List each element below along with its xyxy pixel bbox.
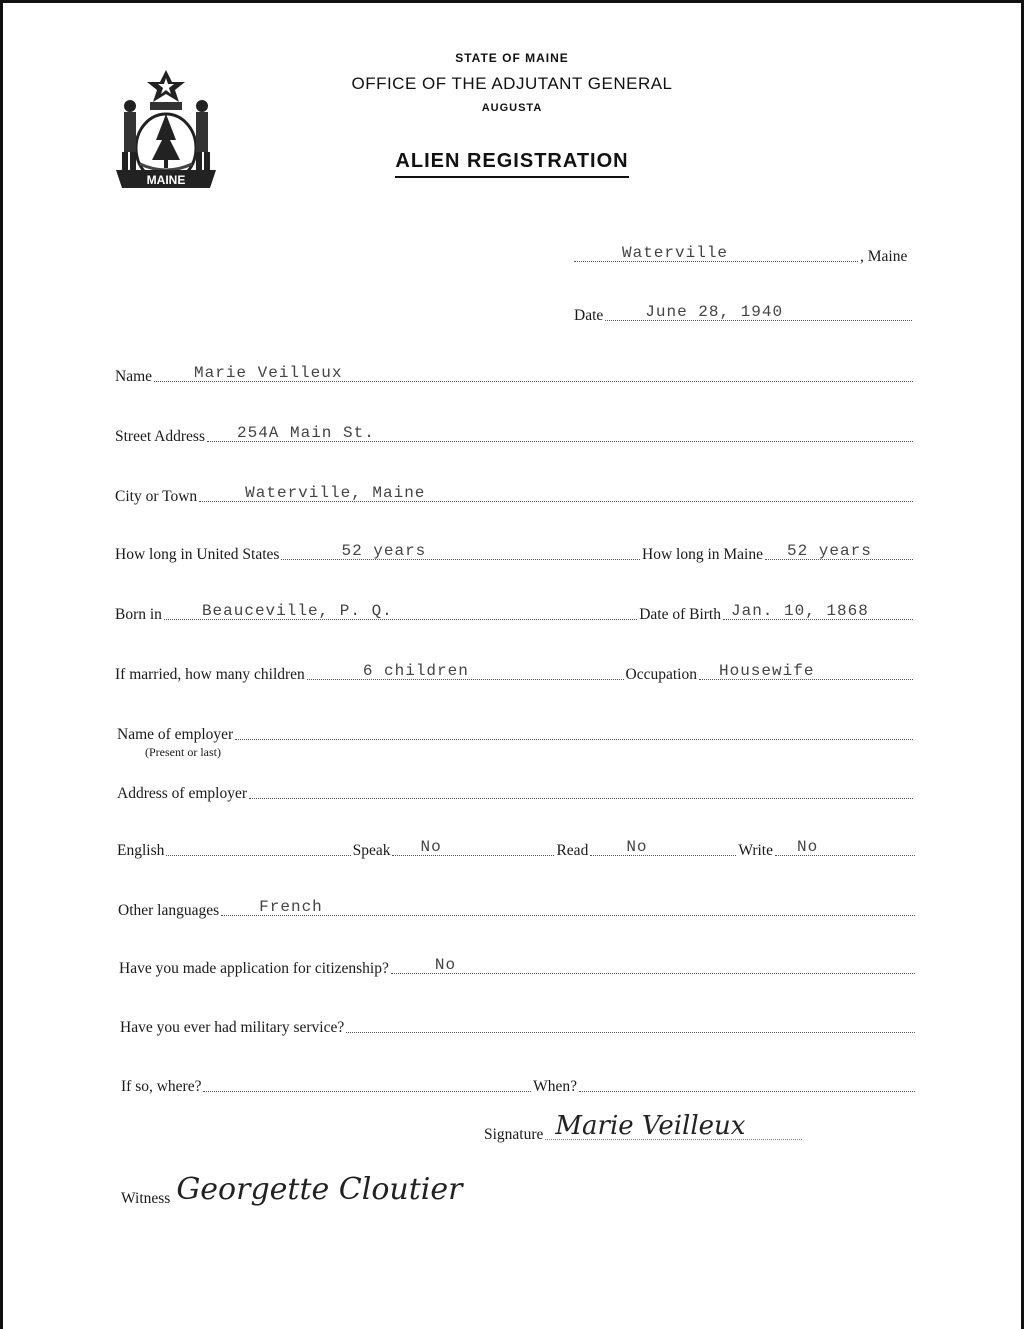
family-row xyxy=(115,662,915,684)
speak-value: No xyxy=(420,838,442,856)
office-heading: OFFICE OF THE ADJUTANT GENERAL xyxy=(351,74,673,93)
occupation-field[interactable] xyxy=(699,662,913,680)
city-field[interactable] xyxy=(199,484,913,502)
street-row xyxy=(115,424,915,446)
how-long-us-value: 52 years xyxy=(341,542,427,560)
military-label: Have you ever had military service? xyxy=(120,1019,345,1036)
birth-row xyxy=(115,602,915,624)
citizenship-value: No xyxy=(434,956,457,974)
dob-value: Jan. 10, 1868 xyxy=(731,602,869,620)
street-label: Street Address xyxy=(115,428,205,445)
how-long-us-label: How long in United States xyxy=(115,546,280,563)
read-value: No xyxy=(626,838,648,856)
residency-row xyxy=(115,542,915,564)
street-value: 254A Main St. xyxy=(236,424,375,442)
signature-row xyxy=(484,1111,804,1144)
witness-field[interactable] xyxy=(172,1172,519,1207)
other-languages-field[interactable] xyxy=(221,898,915,916)
employer-name-label: Name of employer xyxy=(117,726,234,743)
city-label: City or Town xyxy=(115,488,198,505)
born-in-label: Born in xyxy=(115,606,162,623)
location-value: Waterville xyxy=(622,244,729,262)
citizenship-label: Have you made application for citizenship? xyxy=(119,960,389,977)
children-field[interactable] xyxy=(307,662,624,680)
children-value: 6 children xyxy=(362,662,469,680)
employer-address-field[interactable] xyxy=(249,798,913,799)
english-field[interactable] xyxy=(166,855,350,856)
name-row xyxy=(115,364,915,386)
born-in-value: Beauceville, P. Q. xyxy=(201,602,393,620)
where-label: If so, where? xyxy=(121,1078,202,1095)
military-row xyxy=(120,1019,917,1037)
where-field[interactable] xyxy=(203,1091,531,1092)
name-label: Name xyxy=(115,368,153,385)
speak-field[interactable] xyxy=(392,838,554,856)
how-long-maine-field[interactable] xyxy=(765,542,913,560)
signature-field[interactable] xyxy=(545,1111,802,1141)
dob-label: Date of Birth xyxy=(639,606,721,623)
write-value: No xyxy=(797,838,819,856)
children-label: If married, how many children xyxy=(115,666,305,683)
english-label: English xyxy=(117,842,165,859)
location-suffix: , Maine xyxy=(860,248,908,265)
city-value: Waterville, Maine xyxy=(245,484,426,502)
left-border xyxy=(0,0,3,1329)
occupation-label: Occupation xyxy=(625,666,697,683)
how-long-us-field[interactable] xyxy=(281,542,640,560)
location-row xyxy=(572,244,914,266)
city-heading: AUGUSTA xyxy=(481,102,543,114)
signature-value: Marie Veilleux xyxy=(555,1111,746,1141)
where-when-row xyxy=(121,1078,917,1096)
read-field[interactable] xyxy=(590,838,736,856)
witness-label: Witness xyxy=(121,1190,171,1207)
how-long-maine-value: 52 years xyxy=(787,542,872,560)
form-title: ALIEN REGISTRATION xyxy=(0,150,1024,173)
dob-field[interactable] xyxy=(723,602,913,620)
employer-address-row xyxy=(117,785,915,803)
city-row xyxy=(115,484,915,506)
name-field[interactable] xyxy=(154,364,913,382)
born-in-field[interactable] xyxy=(164,602,637,620)
write-label: Write xyxy=(738,842,773,859)
location-field[interactable] xyxy=(574,244,858,262)
citizenship-field[interactable] xyxy=(391,956,915,974)
english-row xyxy=(117,838,917,860)
read-label: Read xyxy=(556,842,589,859)
how-long-maine-label: How long in Maine xyxy=(642,546,763,563)
name-value: Marie Veilleux xyxy=(194,364,343,382)
military-field[interactable] xyxy=(346,1032,915,1033)
write-field[interactable] xyxy=(775,838,915,856)
other-languages-row xyxy=(118,898,917,920)
employer-address-label: Address of employer xyxy=(117,785,247,802)
date-row xyxy=(574,303,914,325)
occupation-value: Housewife xyxy=(719,662,815,680)
date-label: Date xyxy=(574,307,604,324)
top-border xyxy=(0,0,1024,3)
employer-name-sublabel: (Present or last) xyxy=(145,745,221,759)
signature-label: Signature xyxy=(484,1126,544,1143)
employer-name-row xyxy=(117,726,915,744)
street-field[interactable] xyxy=(207,424,913,442)
other-languages-value: French xyxy=(259,898,323,916)
svg-text:MAINE: MAINE xyxy=(146,173,186,187)
witness-row xyxy=(121,1172,521,1208)
date-value: June 28, 1940 xyxy=(645,303,784,321)
speak-label: Speak xyxy=(352,842,391,859)
date-field[interactable] xyxy=(605,303,912,321)
witness-value: Georgette Cloutier xyxy=(176,1172,463,1207)
when-field[interactable] xyxy=(579,1091,915,1092)
employer-name-field[interactable] xyxy=(235,739,913,740)
state-heading: STATE OF MAINE xyxy=(455,51,569,65)
other-languages-label: Other languages xyxy=(118,902,220,919)
when-label: When? xyxy=(533,1078,577,1095)
citizenship-row xyxy=(119,956,917,978)
